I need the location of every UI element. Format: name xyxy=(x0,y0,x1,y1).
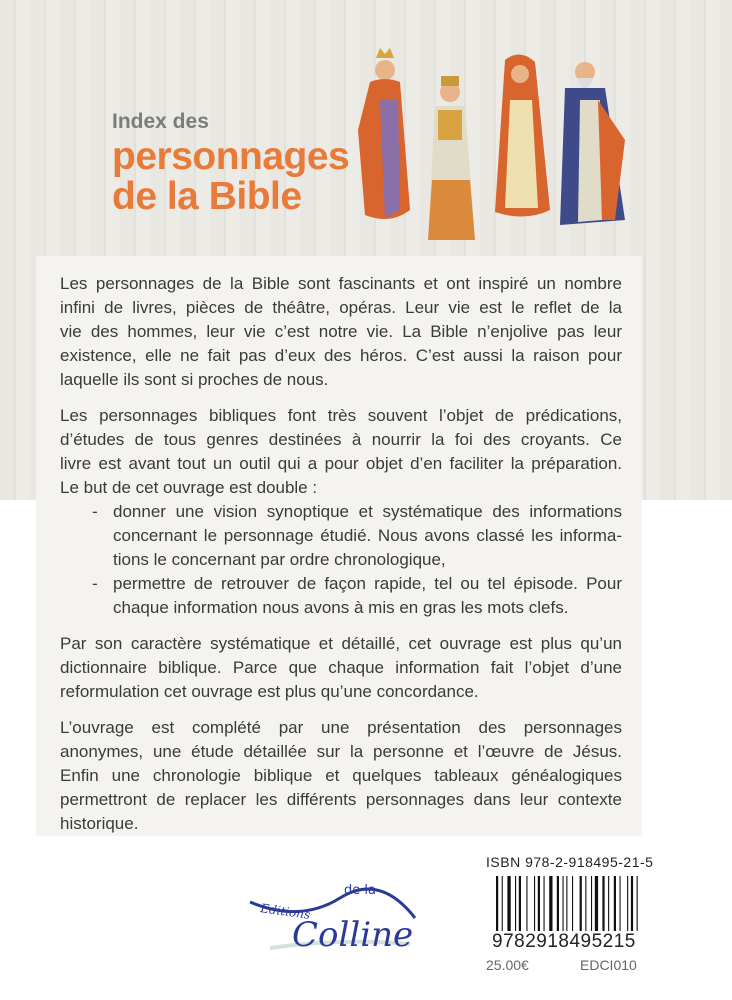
text-line: Par son caractère systématique et détaillé, cet ouvrage est plus qu’un xyxy=(60,634,622,653)
barcode-bar xyxy=(544,876,545,936)
text-line: chaque information nous avons à mis en gras les mots clefs. xyxy=(113,598,569,617)
barcode-number: 9782918495215 xyxy=(492,931,636,952)
bible-figures-illustration xyxy=(340,40,640,255)
barcode-bar xyxy=(585,876,586,936)
isbn: ISBN 978-2-918495-21-5 xyxy=(486,854,654,870)
paragraph xyxy=(60,404,622,620)
text-line: Les personnages bibliques font très souvent l’objet de prédications, xyxy=(60,406,622,425)
barcode-bar xyxy=(526,876,527,936)
barcode-bar xyxy=(637,876,638,936)
text-line: concernant le personnage étudié. Nous avons classé les informa- xyxy=(113,526,622,545)
barcode-bar xyxy=(591,876,592,936)
title-small: Index des xyxy=(112,110,209,133)
text-line: existence, elle ne fait pas d’eux des héros. C’est aussi la raison pour xyxy=(60,346,622,365)
barcode-bar xyxy=(557,876,559,936)
barcode-bar xyxy=(627,876,628,936)
barcode-bar xyxy=(566,876,567,936)
barcode-bar xyxy=(538,876,540,936)
product-code: EDCI010 xyxy=(580,957,637,973)
barcode-bar xyxy=(549,876,552,936)
woman-figure xyxy=(495,54,550,216)
barcode-bar xyxy=(580,876,582,936)
text-line: historique. xyxy=(60,814,139,833)
barcode-bar xyxy=(631,876,633,936)
back-cover-text xyxy=(60,272,622,848)
text-line: Enfin une chronologie biblique et quelques tableaux généalogiques xyxy=(60,766,622,785)
bullet-item xyxy=(60,572,622,620)
text-line: vie des hommes, leur vie c’est notre vie. La Bible n’enjolive pas leur xyxy=(60,322,622,341)
text-line: permettre de retrouver de façon rapide, tel ou tel épisode. Pour xyxy=(113,574,622,593)
text-line: d’études de tous genres destinées à nourrir la foi des croyants. Ce xyxy=(60,430,622,449)
barcode-bar xyxy=(608,876,609,936)
text-line: laquelle ils sont si proches de nous. xyxy=(60,370,329,389)
text-line: L’ouvrage est complété par une présentation des personnages xyxy=(60,718,622,737)
text-line: infini de livres, pièces de théâtre, opéras. Leur vie est le reflet de la xyxy=(60,298,622,317)
paragraph xyxy=(60,272,622,392)
bullet-item xyxy=(60,500,622,572)
barcode-bar xyxy=(507,876,510,936)
logo-word-de-la: de la xyxy=(344,883,376,898)
title-line-1: personnages xyxy=(112,135,350,178)
barcode-bar xyxy=(496,876,498,936)
barcode-bar xyxy=(563,876,564,936)
prophet-figure xyxy=(560,62,625,225)
barcode-bar xyxy=(572,876,573,936)
barcode-bar xyxy=(614,876,616,936)
price: 25.00€ xyxy=(486,957,529,973)
book-title xyxy=(112,137,349,217)
logo-word-editions: Editions xyxy=(259,901,312,922)
text-line: Les personnages de la Bible sont fascinants et ont inspiré un nombre xyxy=(60,274,622,293)
barcode-bar xyxy=(602,876,604,936)
paragraph xyxy=(60,632,622,704)
bullet-dash: - xyxy=(92,574,98,593)
text-line: anonymes, une étude détaillée sur la personne et l’œuvre de Jésus. xyxy=(60,742,622,761)
priest-figure xyxy=(428,76,475,240)
text-line: permettront de replacer les différents personnages dans leur contexte xyxy=(60,790,622,809)
barcode-bar xyxy=(502,876,503,936)
king-figure xyxy=(358,48,410,219)
title-line-2: de la Bible xyxy=(112,175,302,218)
text-line: dictionnaire biblique. Parce que chaque information fait l’objet d’une xyxy=(60,658,622,677)
bullet-dash: - xyxy=(92,502,98,521)
text-line: Le but de cet ouvrage est double : xyxy=(60,478,318,497)
editions-de-la-colline-logo xyxy=(240,868,430,958)
paragraph xyxy=(60,716,622,836)
barcode-bar xyxy=(534,876,535,936)
barcode-bar xyxy=(519,876,521,936)
text-line: donner une vision synoptique et systématique des informations xyxy=(113,502,622,521)
text-line: livre est avant tout un outil qui a pour objet d’en faciliter la préparation. xyxy=(60,454,622,473)
text-line: reformulation cet ouvrage est plus qu’une concordance. xyxy=(60,682,479,701)
barcode-bar xyxy=(620,876,621,936)
text-line: tions le concernant par ordre chronologique, xyxy=(113,550,446,569)
barcode xyxy=(496,876,644,936)
barcode-bar xyxy=(515,876,516,936)
barcode-bar xyxy=(595,876,598,936)
logo-word-colline: Colline xyxy=(292,915,414,955)
